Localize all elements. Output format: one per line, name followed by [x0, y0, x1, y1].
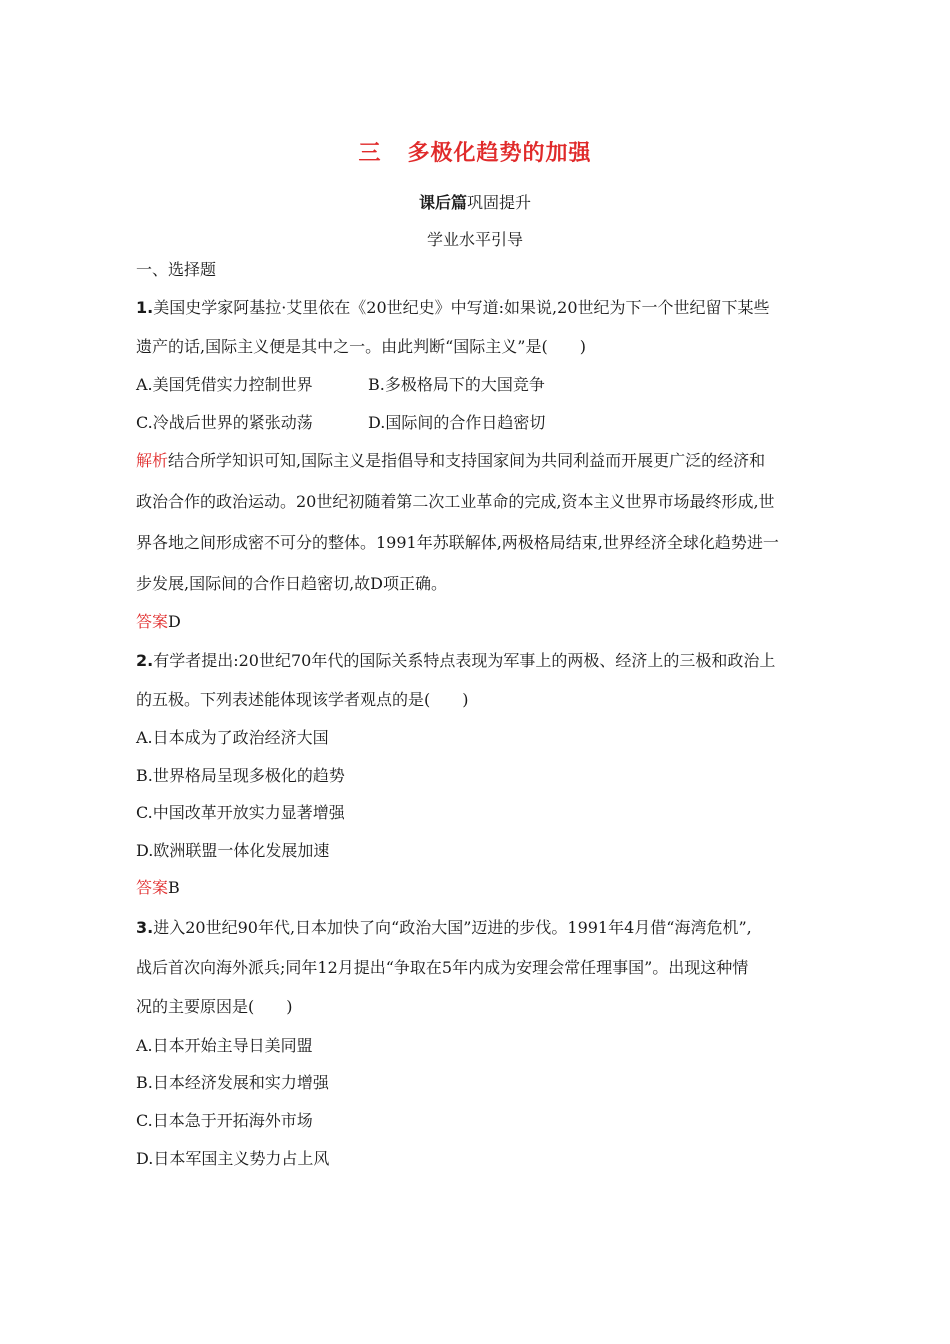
title-text: 多极化趋势的加强 — [407, 141, 592, 166]
answer-value: B — [168, 878, 180, 897]
question-3-stem-line-3: 况的主要原因是( ) — [136, 997, 293, 1016]
question-2-option-a: A.日本成为了政治经济大国 — [136, 728, 329, 747]
question-3-option-a: A.日本开始主导日美同盟 — [136, 1036, 313, 1055]
question-1-option-a: A.美国凭借实力控制世界 — [136, 375, 313, 394]
question-3-option-b: B.日本经济发展和实力增强 — [136, 1073, 329, 1092]
question-1-option-c: C.冷战后世界的紧张动荡 — [136, 413, 313, 432]
question-2-stem-line-1: 2.有学者提出:20世纪70年代的国际关系特点表现为军事上的两极、经济上的三极和政治上 — [136, 651, 776, 670]
level-heading: 学业水平引导 — [426, 230, 523, 249]
question-2-answer — [136, 877, 826, 899]
answer-label: 答案 — [136, 878, 169, 897]
question-1-number: 1. — [136, 298, 154, 317]
question-1-analysis-line-4: 步发展,国际间的合作日趋密切,故D项正确。 — [136, 574, 448, 593]
question-1-stem-line-1: 1.美国史学家阿基拉·艾里依在《20世纪史》中写道:如果说,20世纪为下一个世纪留下某些 — [136, 298, 770, 317]
question-1-stem-line-2: 遗产的话,国际主义便是其中之一。由此判断“国际主义”是( ) — [136, 337, 586, 356]
question-1-option-d: D.国际间的合作日趋密切 — [368, 413, 546, 432]
question-2-option-b: B.世界格局呈现多极化的趋势 — [136, 766, 345, 785]
section-heading: 一、选择题 — [136, 260, 217, 279]
question-1-analysis-line-1: 解析结合所学知识可知,国际主义是指倡导和支持国家间为共同利益而开展更广泛的经济和 — [136, 451, 766, 470]
question-1-option-row-1 — [136, 374, 826, 396]
question-3-stem-line-2: 战后首次向海外派兵;同年12月提出“争取在5年内成为安理会常任理事国”。出现这种情 — [136, 958, 749, 977]
analysis-label: 解析 — [136, 451, 169, 470]
question-2-option-d: D.欧洲联盟一体化发展加速 — [136, 841, 330, 860]
question-3-option-c: C.日本急于开拓海外市场 — [136, 1111, 313, 1130]
question-3-option-d: D.日本军国主义势力占上风 — [136, 1149, 330, 1168]
question-1-analysis-line-3: 界各地之间形成密不可分的整体。1991年苏联解体,两极格局结束,世界经济全球化趋势进一 — [136, 533, 779, 552]
question-2-number: 2. — [136, 651, 154, 670]
answer-label: 答案 — [136, 612, 169, 631]
subtitle-bold: 课后篇 — [418, 193, 467, 212]
page-title — [0, 136, 950, 167]
question-1-option-row-2 — [136, 412, 826, 434]
question-1-option-b: B.多极格局下的大国竞争 — [368, 375, 545, 394]
title-number: 三 — [358, 141, 382, 166]
subtitle-rest: 巩固提升 — [467, 193, 532, 212]
question-1-answer — [136, 611, 826, 633]
question-3-number: 3. — [136, 918, 154, 937]
question-3-stem-line-1: 3.进入20世纪90年代,日本加快了向“政治大国”迈进的步伐。1991年4月借“海湾危机”, — [136, 918, 752, 937]
answer-value: D — [168, 612, 181, 631]
subtitle — [0, 190, 950, 213]
question-1-analysis-line-2: 政治合作的政治运动。20世纪初随着第二次工业革命的完成,资本主义世界市场最终形成,世 — [136, 492, 775, 511]
question-2-option-c: C.中国改革开放实力显著增强 — [136, 803, 345, 822]
question-2-stem-line-2: 的五极。下列表述能体现该学者观点的是( ) — [136, 690, 469, 709]
